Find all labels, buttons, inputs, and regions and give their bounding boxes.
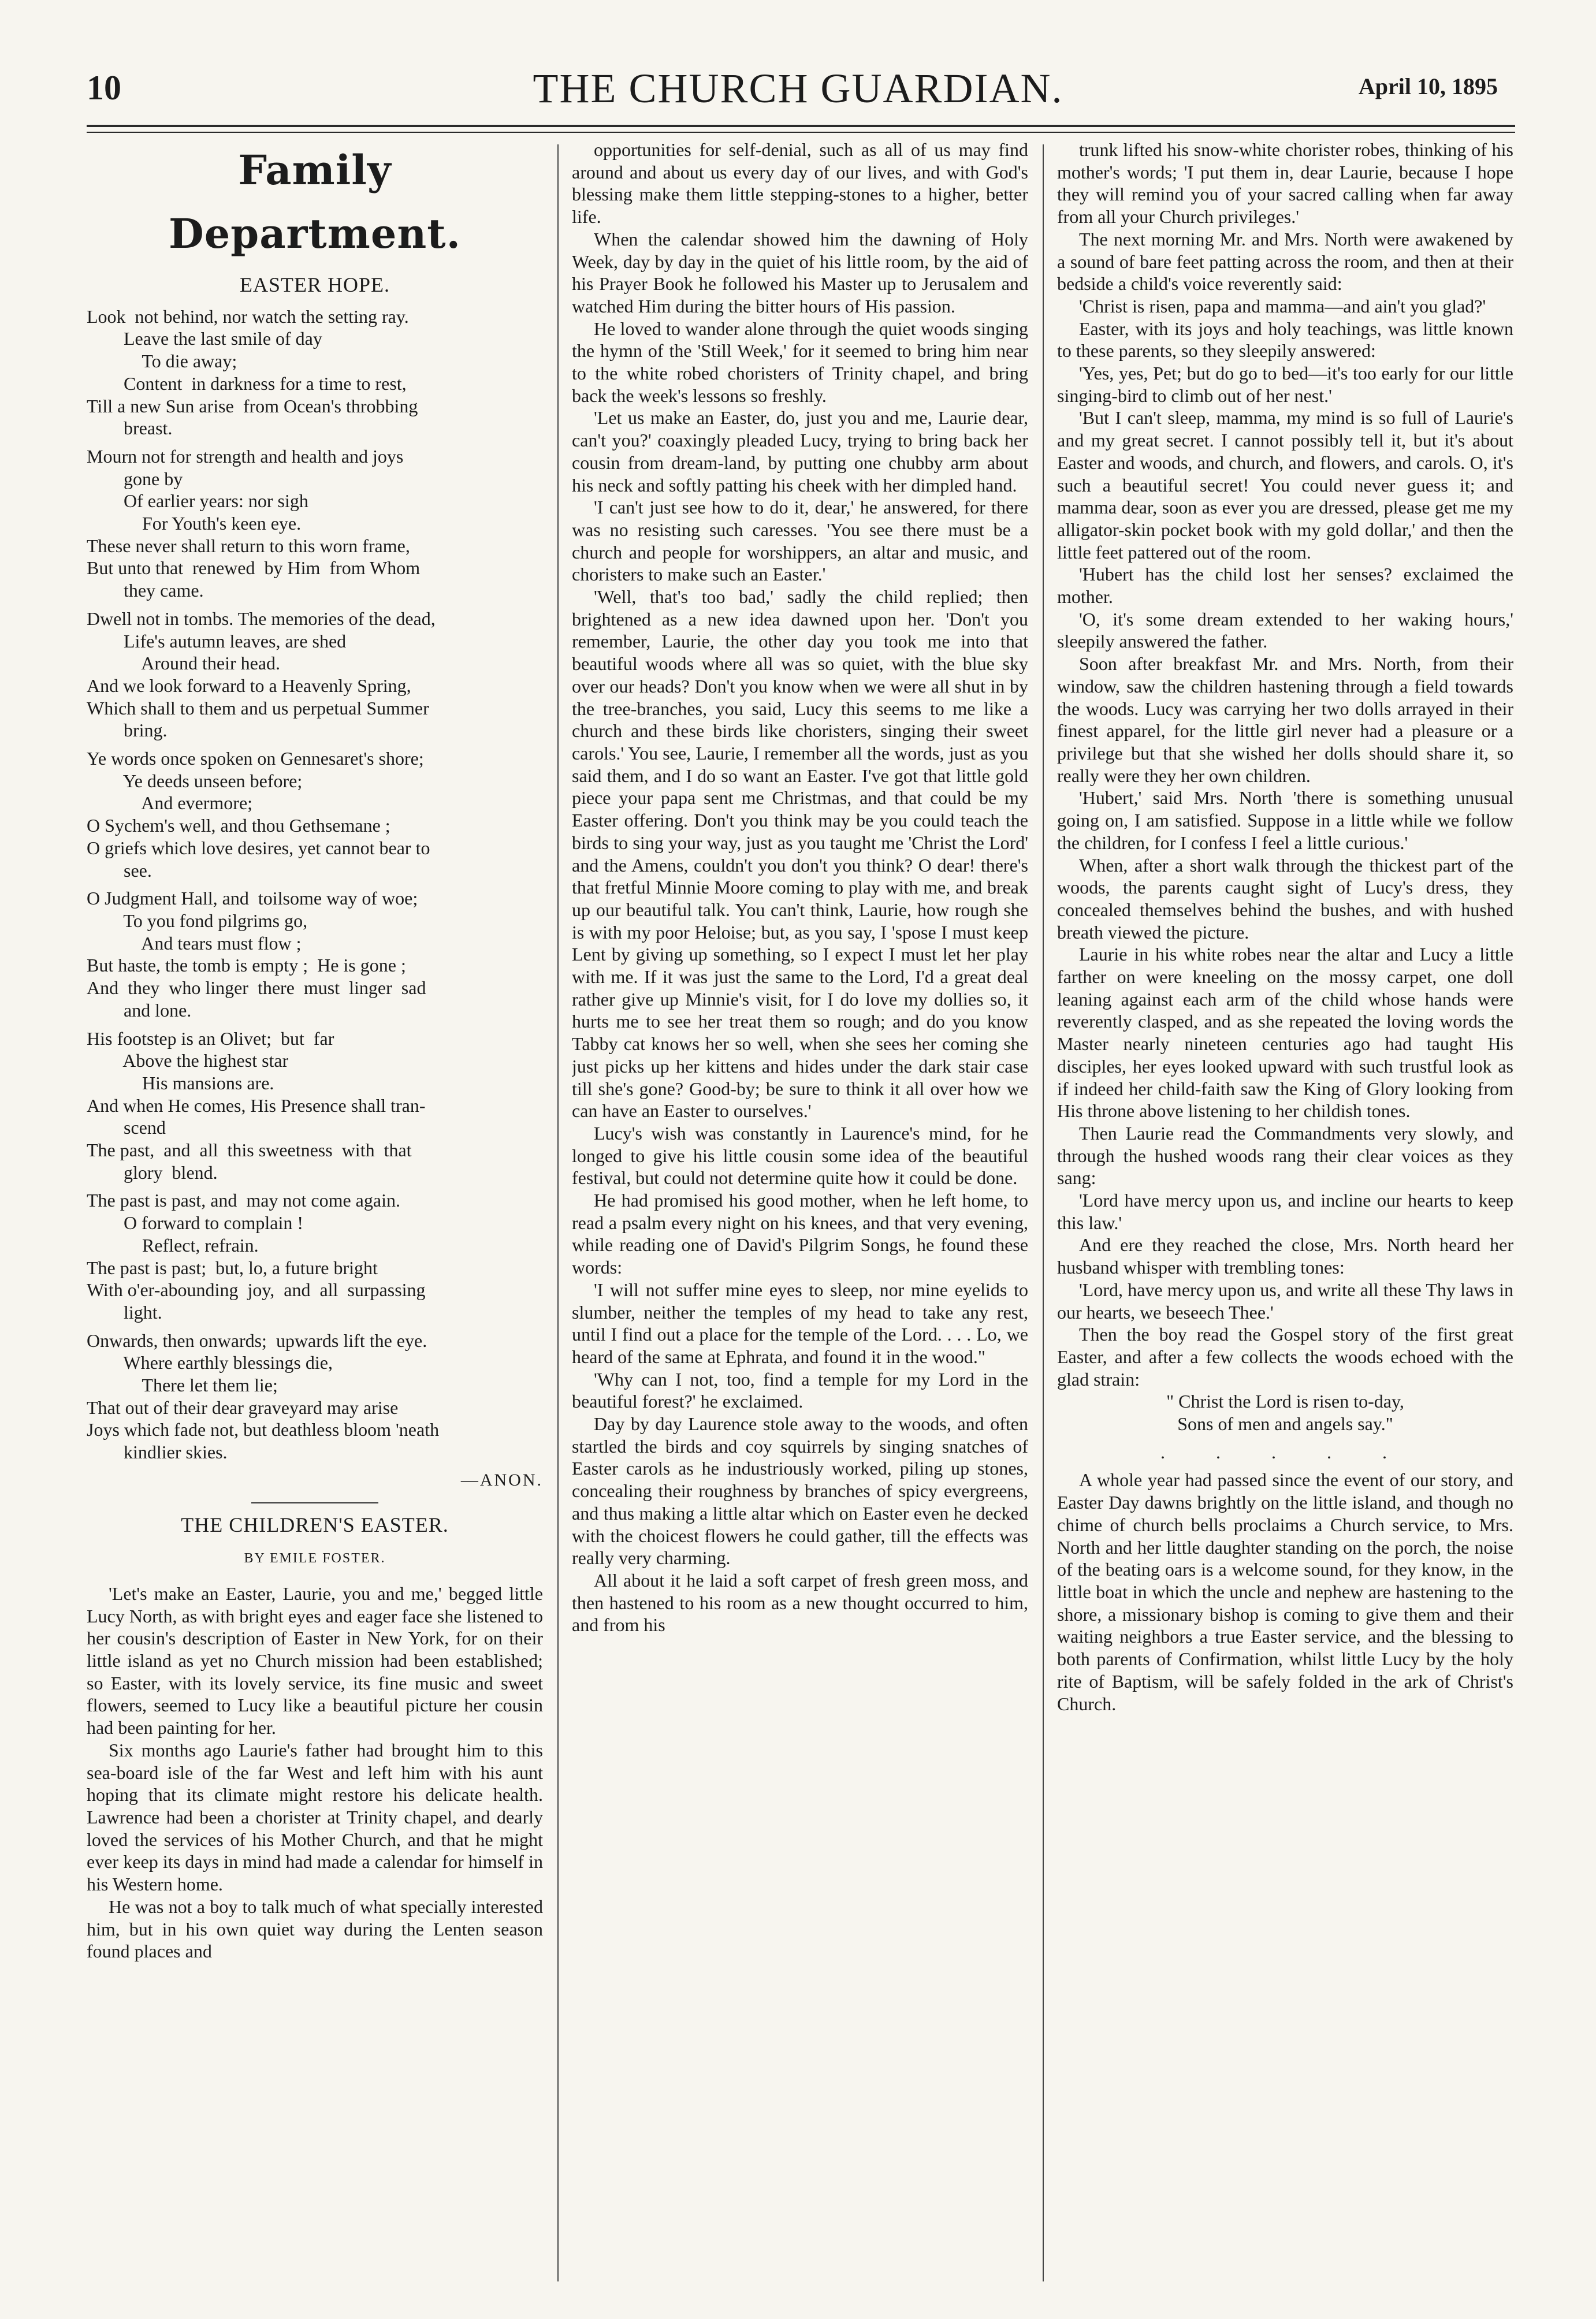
poem-stanza xyxy=(87,1330,543,1464)
paragraph: trunk lifted his snow-white chorister robes, thinking of his mother's words; 'I put them in, dear Laurie, because I hope they will remind you of your sacred calling when far away from all your Church privileges.' xyxy=(1057,139,1513,228)
poem-line: glory blend. xyxy=(87,1162,218,1183)
column-1 xyxy=(87,139,543,2299)
poem-stanza xyxy=(87,445,543,602)
paragraph: Soon after breakfast Mr. and Mrs. North, from their window, saw the children hastening through a field towards the woods. Lucy was carrying her two dolls arrayed in their finest apparel, for the little girl never had a pleasure or a privilege but that she wished her dolls should share it, so really were they her own children. xyxy=(1057,653,1513,786)
poem-stanza xyxy=(87,887,543,1021)
poem-line: And we look forward to a Heavenly Spring, xyxy=(87,675,411,696)
poem-line: With o'er-abounding joy, and all surpassing xyxy=(87,1279,426,1301)
poem-line: Which shall to them and us perpetual Summer xyxy=(87,697,429,719)
column-3 xyxy=(1057,139,1513,2299)
paragraph: Easter, with its joys and holy teachings, was little known to these parents, so they sleepily answered: xyxy=(1057,318,1513,362)
masthead: THE CHURCH GUARDIAN. xyxy=(533,65,1063,111)
paragraph: The next morning Mr. and Mrs. North were awakened by a sound of bare feet patting across the room, and then at their bedside a child's voice reverently said: xyxy=(1057,228,1513,295)
paragraph: 'Yes, yes, Pet; but do go to bed—it's too early for our little singing-bird to climb out of her nest.' xyxy=(1057,363,1513,406)
poem-line: Ye deeds unseen before; xyxy=(87,770,303,791)
poem-line: And evermore; xyxy=(87,792,253,814)
hymn-line: " Christ the Lord is risen to-day, xyxy=(1166,1391,1404,1412)
department-title: Family Department. xyxy=(169,146,461,258)
poem-line: see. xyxy=(87,859,152,881)
column-divider xyxy=(1043,144,1044,2281)
paragraph: When, after a short walk through the thickest part of the woods, the parents caught sight of Lucy's dress, they concealed themselves behind the bushes, and with hushed breath viewed the picture. xyxy=(1057,854,1513,943)
poem-line: His mansions are. xyxy=(87,1072,274,1093)
poem-line: bring. xyxy=(87,720,168,741)
poem-line: And tears must flow ; xyxy=(87,932,302,954)
poem-line: Life's autumn leaves, are shed xyxy=(87,630,347,652)
paragraph: 'Well, that's too bad,' sadly the child replied; then brightened as a new idea dawned upon her. 'Don't you remember, Laurie, the other day you took me into that beautiful woods where all was so quiet, with the blue sky over our heads? Don't you know when we were all shut in by the tree-branches, you said, Lucy this seems to me like a church and these birds like choristers, singing their sweet carols.' You see, Laurie, I remember all the words, just as you said them, and I do so want an Easter. I've got that little gold piece your papa sent me Christmas, and that could be my Easter offering. Don't you think may be you could teach the birds to sing your way, just as you taught me 'Christ the Lord' and the Amens, couldn't you don't you think? O dear! there's that fretful Minnie Moore coming to play with me, and break up our beautiful talk. You can't think, Laurie, how rough she is with my poor Heloise; but, as you say, I 'spose I must keep Lent by giving up something, so I expect I must let her play with me. If it was just the same to the Lord, I'd a great deal rather give up Minnie's visit, for I do love my dollies so, it hurts me to see her treat them so rough; and do you know Tabby cat knows her so well, when she sees her coming she just picks up her kittens and hides under the dark stair case till she's gone? Good-by; be sure to think it all over how we can have an Easter to ourselves.' xyxy=(572,586,1028,1122)
poem-line: Of earlier years: nor sigh xyxy=(87,490,308,512)
issue-date: April 10, 1895 xyxy=(1358,73,1498,99)
poem-stanza xyxy=(87,608,543,742)
paragraph: opportunities for self-denial, such as all of us may find around and about us every day of our lives, and with God's blessing make them little stepping-stones to a higher, better life. xyxy=(572,139,1028,228)
poem-line: Leave the last smile of day xyxy=(87,328,322,349)
poem-line: Till a new Sun arise from Ocean's throbbing xyxy=(87,395,418,416)
poem-line: Ye words once spoken on Gennesaret's shore; xyxy=(87,748,424,769)
paragraph: Then Laurie read the Commandments very slowly, and through the hushed woods rang their clear voices as they sang: xyxy=(1057,1122,1513,1189)
story-title: THE CHILDREN'S EASTER. xyxy=(181,1513,449,1536)
paragraph: 'Christ is risen, papa and mamma—and ain't you glad?' xyxy=(1079,295,1486,317)
poem-line: Dwell not in tombs. The memories of the dead, xyxy=(87,608,436,629)
paragraph: All about it he laid a soft carpet of fresh green moss, and then hastened to his room as a new thought occurred to him, and from his xyxy=(572,1570,1028,1636)
poem-stanza xyxy=(87,1189,543,1323)
poem-stanza xyxy=(87,306,543,440)
hymn-quote xyxy=(1057,1390,1513,1435)
paragraph: A whole year had passed since the event of our story, and Easter Day dawns brightly on the little island, and though no chime of church bells proclaims a Church service, to Mrs. North and her little daughter standing on the porch, the noise of the beating oars is a welcome sound, for they know, in the little boat in which the uncle and nephew are hastening to the shore, a missionary bishop is coming to give them and their waiting neighbors a true Easter service, and the blessing to both parents of Confirmation, whilst little Lucy by the holy rite of Baptism, will be safely folded in the ark of Christ's Church. xyxy=(1057,1469,1513,1714)
poem-line: For Youth's keen eye. xyxy=(87,513,302,534)
poem-line: These never shall return to this worn frame, xyxy=(87,535,410,556)
section-rule xyxy=(251,1502,378,1503)
paragraph: 'Let us make an Easter, do, just you and me, Laurie dear, can't you?' coaxingly pleaded Lucy, trying to bring back her cousin from dream-land, by putting one chubby arm about his neck and softly patting his cheek with her dimpled hand. xyxy=(572,407,1028,496)
story-text xyxy=(1057,1469,1513,1715)
poem-line: Joys which fade not, but deathless bloom 'neath xyxy=(87,1419,440,1440)
poem-line: But unto that renewed by Him from Whom xyxy=(87,557,421,579)
poem-line: Look not behind, nor watch the setting ray. xyxy=(87,306,409,327)
story-text xyxy=(572,139,1028,1636)
poem-line: light. xyxy=(87,1301,162,1323)
story-text xyxy=(1057,139,1513,1390)
paragraph: 'Hubert,' said Mrs. North 'there is something unusual going on, I am satisfied. Suppose in a little while we follow the children, for I confess I feel a little curious.' xyxy=(1057,787,1513,853)
poem-line: And when He comes, His Presence shall tran- xyxy=(87,1095,426,1116)
paragraph: 'I will not suffer mine eyes to sleep, nor mine eyelids to slumber, neither the temples of my head to take any rest, until I find out a place for the temple of the Lord. . . . Lo, we heard of the same at Ephrata, and found it in the wood." xyxy=(572,1279,1028,1367)
paragraph: Day by day Laurence stole away to the woods, and often startled the birds and coy squirrels by singing snatches of Easter carols as he industriously worked, piling up stones, concealing their roughness by branches of spicy evergreens, and thus making a little altar which on Easter even he decked with the choicest flowers he could gather, till the effects was really very charming. xyxy=(572,1413,1028,1569)
paragraph: 'Let's make an Easter, Laurie, you and me,' begged little Lucy North, as with bright eyes and eager face she listened to her cousin's description of Easter in New York, for on their little island as yet no Church mission had been established; so Easter, with its lovely service, its fine music and sweet flowers, seemed to Lucy like a beautiful picture her cousin had been painting for her. xyxy=(87,1583,543,1739)
paragraph: 'Lord have mercy upon us, and incline our hearts to keep this law.' xyxy=(1057,1190,1513,1233)
poem-line: and lone. xyxy=(87,999,192,1021)
paragraph: Laurie in his white robes near the altar and Lucy a little farther on were kneeling on the mossy carpet, one doll leaning against each arm of the child whose hands were reverently clasped, and as she repeated the loving words the Master nearly nineteen centuries ago had taught His disciples, her eyes looked upward with such trustful look as if indeed her child-faith saw the King of Glory looking from His throne above listening to her childish tones. xyxy=(1057,944,1513,1122)
poem-line: That out of their dear graveyard may arise xyxy=(87,1397,399,1418)
paragraph: 'Why can I not, too, find a temple for my Lord in the beautiful forest?' he exclaimed. xyxy=(572,1368,1028,1412)
paragraph: When the calendar showed him the dawning of Holy Week, day by day in the quiet of his little room, by the aid of his Prayer Book he followed his Master up to Jerusalem and watched Him during the bitter hours of His passion. xyxy=(572,228,1028,317)
paragraph: Then the boy read the Gospel story of the first great Easter, and after a few collects the woods echoed with the glad strain: xyxy=(1057,1324,1513,1390)
story-byline: BY EMILE FOSTER. xyxy=(244,1551,386,1566)
section-dots: . . . . . xyxy=(1160,1441,1410,1462)
paragraph: He had promised his good mother, when he left home, to read a psalm every night on his knees, and that very evening, while reading one of David's Pilgrim Songs, he found these words: xyxy=(572,1190,1028,1278)
poem-line: breast. xyxy=(87,418,173,439)
paragraph: And ere they reached the close, Mrs. North heard her husband whisper with trembling tones: xyxy=(1057,1234,1513,1278)
page-number: 10 xyxy=(87,69,121,107)
paragraph: 'I can't just see how to do it, dear,' he answered, for there was no resisting such caresses. 'You see there must be a church and people for worshippers, an altar and music, and choristers to make such an Easter.' xyxy=(572,497,1028,585)
hymn-line: Sons of men and angels say." xyxy=(1177,1413,1393,1435)
poem-line: Onwards, then onwards; upwards lift the eye. xyxy=(87,1330,427,1351)
poem-line: O forward to complain ! xyxy=(87,1212,304,1234)
paragraph: 'O, it's some dream extended to her waking hours,' sleepily answered the father. xyxy=(1057,608,1513,652)
poem-line: they came. xyxy=(87,580,204,601)
header-rule-thin xyxy=(87,132,1515,133)
paragraph: 'Lord, have mercy upon us, and write all these Thy laws in our hearts, we beseech Thee.' xyxy=(1057,1279,1513,1323)
poem-line: scend xyxy=(87,1117,166,1138)
poem xyxy=(87,306,543,1464)
poem-line: Where earthly blessings die, xyxy=(87,1352,333,1373)
poem-line: gone by xyxy=(87,468,183,489)
paragraph: Lucy's wish was constantly in Laurence's mind, for he longed to give his little cousin some idea of the beautiful festival, but could not determine quite how it could be done. xyxy=(572,1122,1028,1189)
poem-line: The past is past, and may not come again. xyxy=(87,1190,400,1211)
poem-line: But haste, the tomb is empty ; He is gone ; xyxy=(87,955,406,976)
poem-line: There let them lie; xyxy=(87,1375,278,1396)
poem-line: The past is past; but, lo, a future bright xyxy=(87,1257,378,1278)
poem-line: O Judgment Hall, and toilsome way of woe; xyxy=(87,888,418,909)
poem-line: O Sychem's well, and thou Gethsemane ; xyxy=(87,815,390,836)
poem-line: Content in darkness for a time to rest, xyxy=(87,373,407,394)
poem-line: O griefs which love desires, yet cannot bear to xyxy=(87,837,430,858)
header-rule xyxy=(87,125,1515,127)
poem-line: kindlier skies. xyxy=(87,1442,228,1463)
story-text xyxy=(87,1583,543,1963)
paragraph: 'Hubert has the child lost her senses? exclaimed the mother. xyxy=(1057,564,1513,608)
column-2 xyxy=(572,139,1028,2299)
page-header xyxy=(0,0,1596,133)
paragraph: He loved to wander alone through the quiet woods singing the hymn of the 'Still Week,' for it seemed to bring him near to the white robed choristers of Trinity chapel, and bring back the week's lessons so freshly. xyxy=(572,318,1028,406)
column-divider xyxy=(557,144,559,2281)
poem-line: And they who linger there must linger sad xyxy=(87,977,426,999)
poem-line: To you fond pilgrims go, xyxy=(87,910,308,931)
poem-stanza xyxy=(87,747,543,881)
poem-attribution: —ANON. xyxy=(460,1470,543,1490)
paragraph: 'But I can't sleep, mamma, my mind is so full of Laurie's and my great secret. I cannot possibly tell it, but it's about Easter and woods, and church, and flowers, and carols. O, it's such a beautiful secret! You could never guess it; and mamma dear, soon as ever you are dressed, please get me my alligator-skin pocket book with my gold dollar,' and then the little feet pattered out of the room. xyxy=(1057,407,1513,563)
poem-stanza xyxy=(87,1028,543,1184)
poem-line: Mourn not for strength and health and joys xyxy=(87,445,404,467)
poem-line: His footstep is an Olivet; but far xyxy=(87,1028,334,1049)
poem-title: EASTER HOPE. xyxy=(239,273,390,296)
poem-line: Above the highest star xyxy=(87,1050,289,1071)
poem-line: Around their head. xyxy=(87,653,281,674)
poem-line: To die away; xyxy=(87,351,237,372)
poem-line: The past, and all this sweetness with that xyxy=(87,1140,412,1161)
poem-line: Reflect, refrain. xyxy=(87,1234,259,1256)
paragraph: He was not a boy to talk much of what specially interested him, but in his own quiet way during the Lenten season found places and xyxy=(87,1896,543,1962)
paragraph: Six months ago Laurie's father had brought him to this sea-board isle of the far West and left him with his aunt hoping that its climate might restore his delicate health. Lawrence had been a chorister at Trinity chapel, and dearly loved the services of his Mother Church, and that he might ever keep its days in mind had made a calendar for himself in his Western home. xyxy=(87,1739,543,1895)
